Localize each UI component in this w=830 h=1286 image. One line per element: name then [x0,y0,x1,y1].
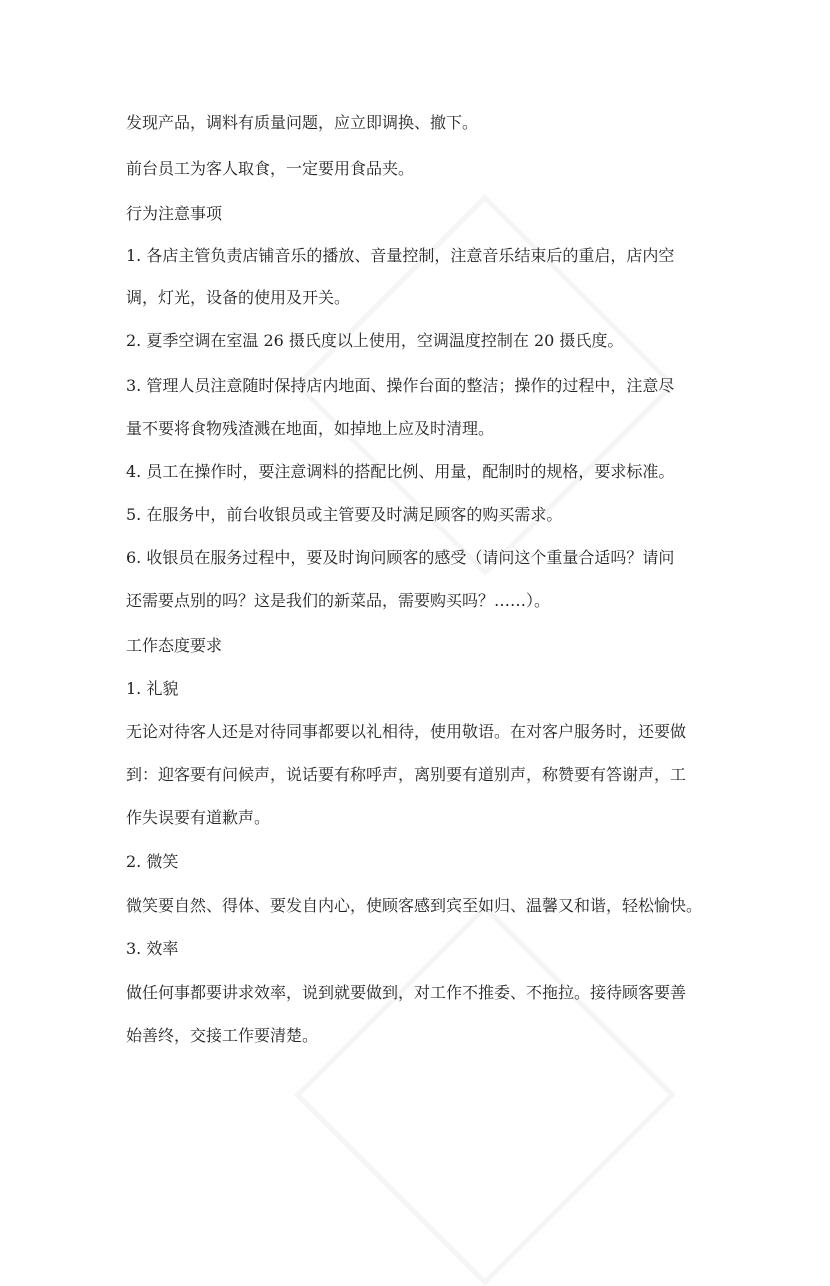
paragraph-line: 无论对待客人还是对待同事都要以礼相待，使用敬语。在对客户服务时，还要做 [126,722,687,741]
paragraph-line: 还需要点别的吗？这是我们的新菜品，需要购买吗？……）。 [126,591,551,610]
paragraph-line: 6. 收银员在服务过程中，要及时询问顾客的感受（请问这个重量合适吗？请问 [126,548,675,567]
paragraph-line: 4. 员工在操作时，要注意调料的搭配比例、用量，配制时的规格，要求标准。 [126,462,675,481]
paragraph-line: 到：迎客要有问候声，说话要有称呼声，离别要有道别声，称赞要有答谢声，工 [126,765,687,784]
paragraph-line: 前台员工为客人取食，一定要用食品夹。 [126,159,415,178]
paragraph-line: 做任何事都要讲求效率，说到就要做到，对工作不推委、不拖拉。接待顾客要善 [126,983,687,1002]
paragraph-line: 微笑要自然、得体、要发自内心，使顾客感到宾至如归、温馨又和谐，轻松愉快。 [126,896,703,915]
paragraph-line: 3. 管理人员注意随时保持店内地面、操作台面的整洁；操作的过程中，注意尽 [126,376,675,395]
paragraph-line: 发现产品，调料有质量问题，应立即调换、撤下。 [126,113,479,132]
paragraph-line: 调，灯光，设备的使用及开关。 [126,288,351,307]
paragraph-line: 始善终，交接工作要清楚。 [126,1026,319,1045]
paragraph-line: 作失误要有道歉声。 [126,808,271,827]
paragraph-line: 量不要将食物残渣溅在地面，如掉地上应及时清理。 [126,419,495,438]
section-heading: 行为注意事项 [126,204,223,223]
subheading: 2. 微笑 [126,852,179,871]
paragraph-line: 2. 夏季空调在室温 26 摄氏度以上使用，空调温度控制在 20 摄氏度。 [126,331,624,350]
paragraph-line: 5. 在服务中，前台收银员或主管要及时满足顾客的购买需求。 [126,505,563,524]
subheading: 1. 礼貌 [126,679,179,698]
subheading: 3. 效率 [126,939,179,958]
watermark-icon [294,904,676,1286]
section-heading: 工作态度要求 [126,636,223,655]
paragraph-line: 1. 各店主管负责店铺音乐的播放、音量控制，注意音乐结束后的重启，店内空 [126,246,675,265]
